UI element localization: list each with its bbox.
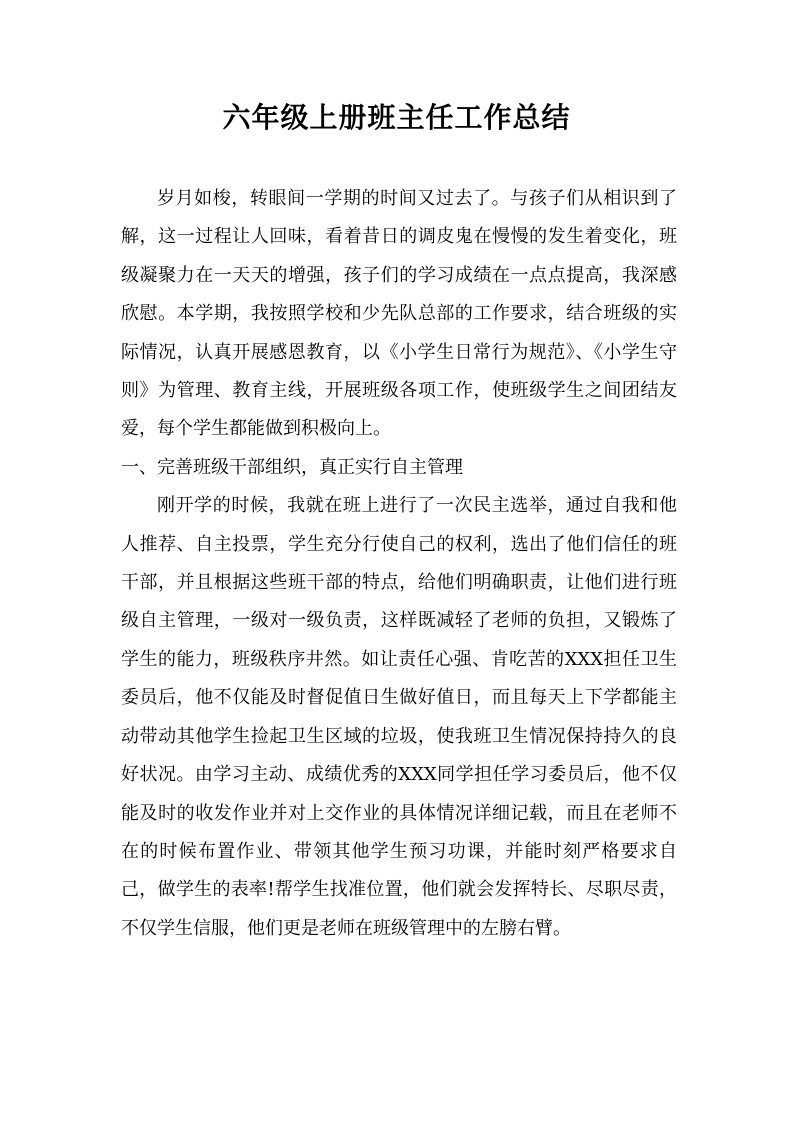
section-paragraph: 刚开学的时候，我就在班上进行了一次民主选举，通过自我和他人推荐、自主投票，学生充分行使自己的权利，选出了他们信任的班干部，并且根据这些班干部的特点，给他们明确职责，让他们进行班级自主管理，一级对一级负责，这样既减轻了老师的负担，又锻炼了学生的能力，班级秩序井然。如让责任心强、肯吃苦的XXX担任卫生委员后，他不仅能及时督促值日生做好值日，而且每天上下学都能主动带动其他学生捡起卫生区域的垃圾，使我班卫生情况保持持久的良好状况。由学习主动、成绩优秀的XXX同学担任学习委员后，他不仅能及时的收发作业并对上交作业的具体情况详细记载，而且在老师不在的时候布置作业、带领其他学生预习功课，并能时刻严格要求自己，做学生的表率!帮学生找准位置，他们就会发挥特长、尽职尽责，不仅学生信服，他们更是老师在班级管理中的左膀右臂。 (121, 495, 677, 939)
document-title: 六年级上册班主任工作总结 (222, 101, 571, 134)
intro-paragraph: 岁月如梭，转眼间一学期的时间又过去了。与孩子们从相识到了解，这一过程让人回味，看着昔日的调皮鬼在慢慢的发生着变化，班级凝聚力在一天天的增强，孩子们的学习成绩在一点点提高，我深感欣慰。本学期，我按照学校和少先队总部的工作要求，结合班级的实际情况，认真开展感恩教育，以《小学生日常行为规范》、《小学生守则》为管理、教育主线，开展班级各项工作，使班级学生之间团结友爱，每个学生都能做到积极向上。 (121, 188, 677, 440)
document-body (121, 180, 677, 948)
section-heading: 一、完善班级干部组织，真正实行自主管理 (121, 456, 463, 478)
